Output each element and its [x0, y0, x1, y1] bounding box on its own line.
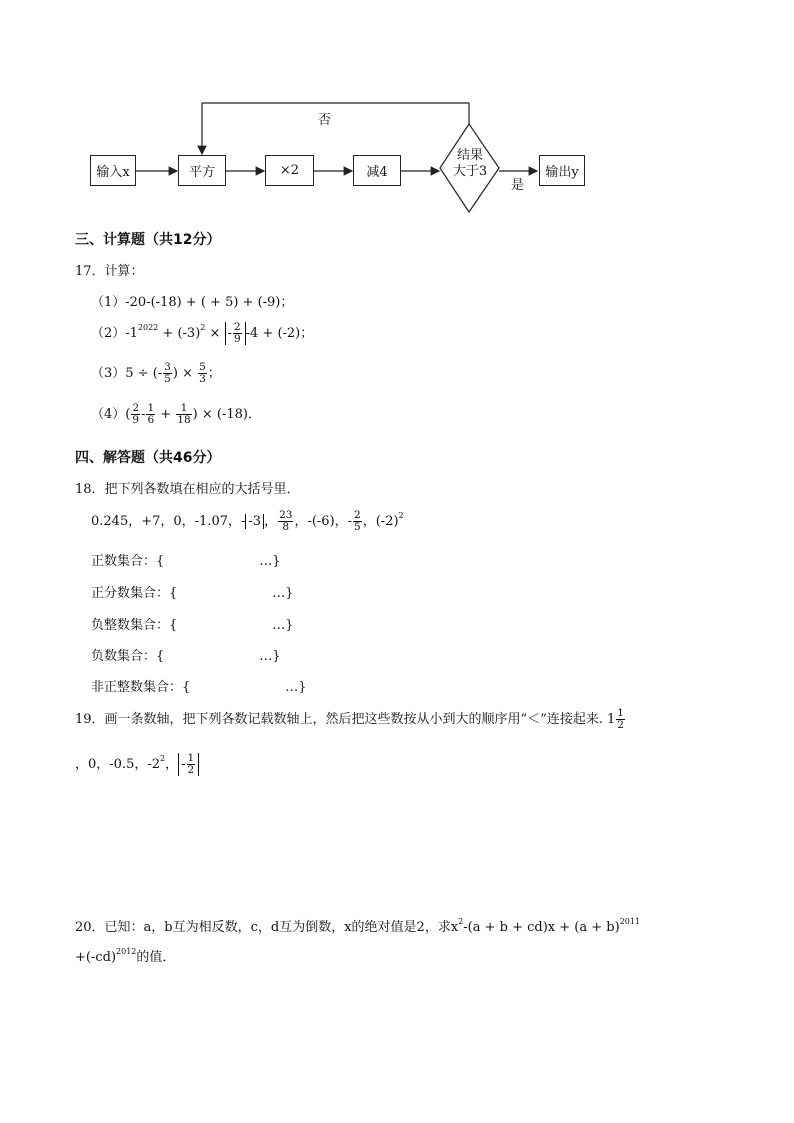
- yes-label: 是: [511, 178, 525, 193]
- minus-four-label: 减4: [366, 165, 388, 180]
- decision-line1: 结果: [456, 148, 483, 163]
- set-negative-integer: 负整数集合：{ …}: [91, 618, 294, 633]
- q18-title: 18．把下列各数填在相应的大括号里．: [75, 482, 300, 497]
- q18-numbers: 0.245，+7，0，-1.07，- -3 ， $\frac{23}{8}$ ，-(-6)，- $\frac{2}{5}$ ，$(-2)^2$: [91, 509, 404, 533]
- square-label: 平方: [188, 165, 215, 180]
- arrow-no-loop: [202, 103, 469, 154]
- abs-value-half: - $\frac{1}{2}$: [178, 753, 199, 776]
- q19-line1: 19．画一条数轴，把下列各数记载数轴上，然后把这些数按从小到大的顺序用“＜”连接起来. 1 $\frac{1}{2}$: [75, 707, 624, 731]
- minus-four-box: [353, 155, 401, 186]
- set-negative: 负数集合：{ …}: [91, 649, 281, 664]
- decision-line2: 大于3: [452, 164, 488, 179]
- q20-line2: $+(-cd)^{2012}$的值．: [75, 947, 176, 965]
- input-x-label: 输入x: [96, 165, 130, 180]
- q19-line2: ，0，-0.5，$-2^2$， - $\frac{1}{2}$: [75, 753, 199, 776]
- set-positive: 正数集合：{ …}: [91, 554, 281, 569]
- abs-value-fraction: - $\frac{2}{9}$: [225, 322, 246, 345]
- no-label: 否: [318, 113, 332, 128]
- q17-part3: （3）5 ÷ (- $\frac{3}{5}$ ) × $\frac{5}{3}$ ；: [91, 361, 221, 385]
- set-positive-fraction: 正分数集合：{ …}: [91, 586, 294, 601]
- set-non-positive-integer: 非正整数集合：{ …}: [91, 680, 307, 695]
- q17-part4: （4）( $\frac{2}{9}$ - $\frac{1}{6}$ + $\frac{1}{18}$ ) × (-18)．: [91, 402, 261, 426]
- flowchart-connectors: [0, 0, 794, 220]
- q17-title: 17．计算：: [75, 264, 144, 279]
- input-x-box: [90, 155, 136, 186]
- double-box: [265, 155, 314, 186]
- output-y-label: 输出y: [545, 165, 579, 180]
- q20-line1: 20．已知：a，b互为相反数，c，d互为倒数，x的绝对值是2，求$x^2-(a + b + cd)x + (a + b)^{2011}$: [75, 917, 640, 935]
- square-box: [178, 155, 226, 186]
- section3-heading: 三、计算题（共12分）: [75, 232, 221, 248]
- section4-heading: 四、解答题（共46分）: [75, 450, 221, 466]
- q17-part2: $(2)-1^{2022} + (-3)^2$ × - $\frac{2}{9}$ -4 + (-2)；: [91, 321, 314, 345]
- output-y-box: [539, 155, 585, 186]
- double-label: ×2: [279, 163, 300, 178]
- q17-part1: （1）-20-(-18) + ( + 5) + (-9)；: [91, 295, 294, 310]
- decision-label: [440, 148, 500, 180]
